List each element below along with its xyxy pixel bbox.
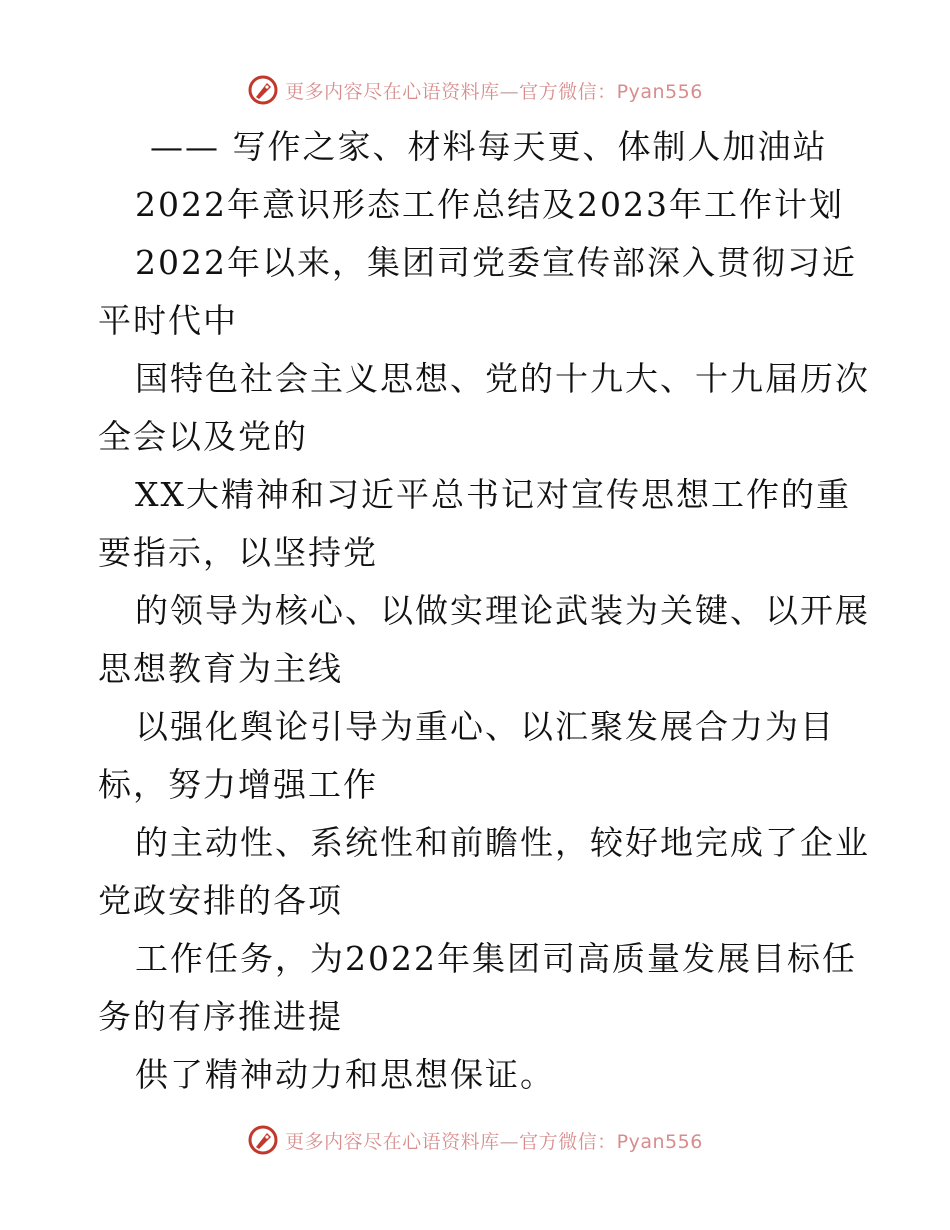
- body-line: 2022年以来，集团司党委宣传部深入贯彻习近: [135, 243, 857, 282]
- banner-dash: —: [499, 80, 520, 103]
- body-line: 党政安排的各项: [98, 881, 343, 920]
- pen-nib-logo-icon: [247, 74, 279, 106]
- document-subtitle: —— 写作之家、材料每天更、体制人加油站: [150, 127, 828, 166]
- body-line: 的主动性、系统性和前瞻性，较好地完成了企业: [135, 823, 870, 862]
- banner-main-text: 更多内容尽在心语资料库: [285, 80, 500, 103]
- banner-text: [285, 77, 703, 104]
- body-line: XX大精神和习近平总书记对宣传思想工作的重: [135, 475, 851, 514]
- header-banner: [0, 70, 950, 110]
- banner-wechat-text: 官方微信：Pyan556: [519, 80, 703, 103]
- body-line: 国特色社会主义思想、党的十九大、十九届历次: [135, 359, 870, 398]
- footer-banner: [0, 1120, 950, 1160]
- banner-text: [285, 1127, 703, 1154]
- body-line: 标，努力增强工作: [98, 765, 378, 804]
- body-line: 务的有序推进提: [98, 997, 343, 1036]
- banner-main-text: 更多内容尽在心语资料库: [285, 1130, 500, 1153]
- body-line: 以强化舆论引导为重心、以汇聚发展合力为目: [135, 707, 835, 746]
- body-line: 要指示，以坚持党: [98, 533, 378, 572]
- body-line: 供了精神动力和思想保证。: [135, 1055, 555, 1094]
- body-line: 的领导为核心、以做实理论武装为关键、以开展: [135, 591, 870, 630]
- banner-dash: —: [499, 1130, 520, 1153]
- body-line: 工作任务，为2022年集团司高质量发展目标任: [135, 939, 857, 978]
- document-title: 2022年意识形态工作总结及2023年工作计划: [135, 185, 844, 224]
- body-line: 全会以及党的: [98, 417, 308, 456]
- banner-wechat-text: 官方微信：Pyan556: [519, 1130, 703, 1153]
- body-line: 平时代中: [98, 301, 238, 340]
- body-line: 思想教育为主线: [98, 649, 343, 688]
- pen-nib-logo-icon: [247, 1124, 279, 1156]
